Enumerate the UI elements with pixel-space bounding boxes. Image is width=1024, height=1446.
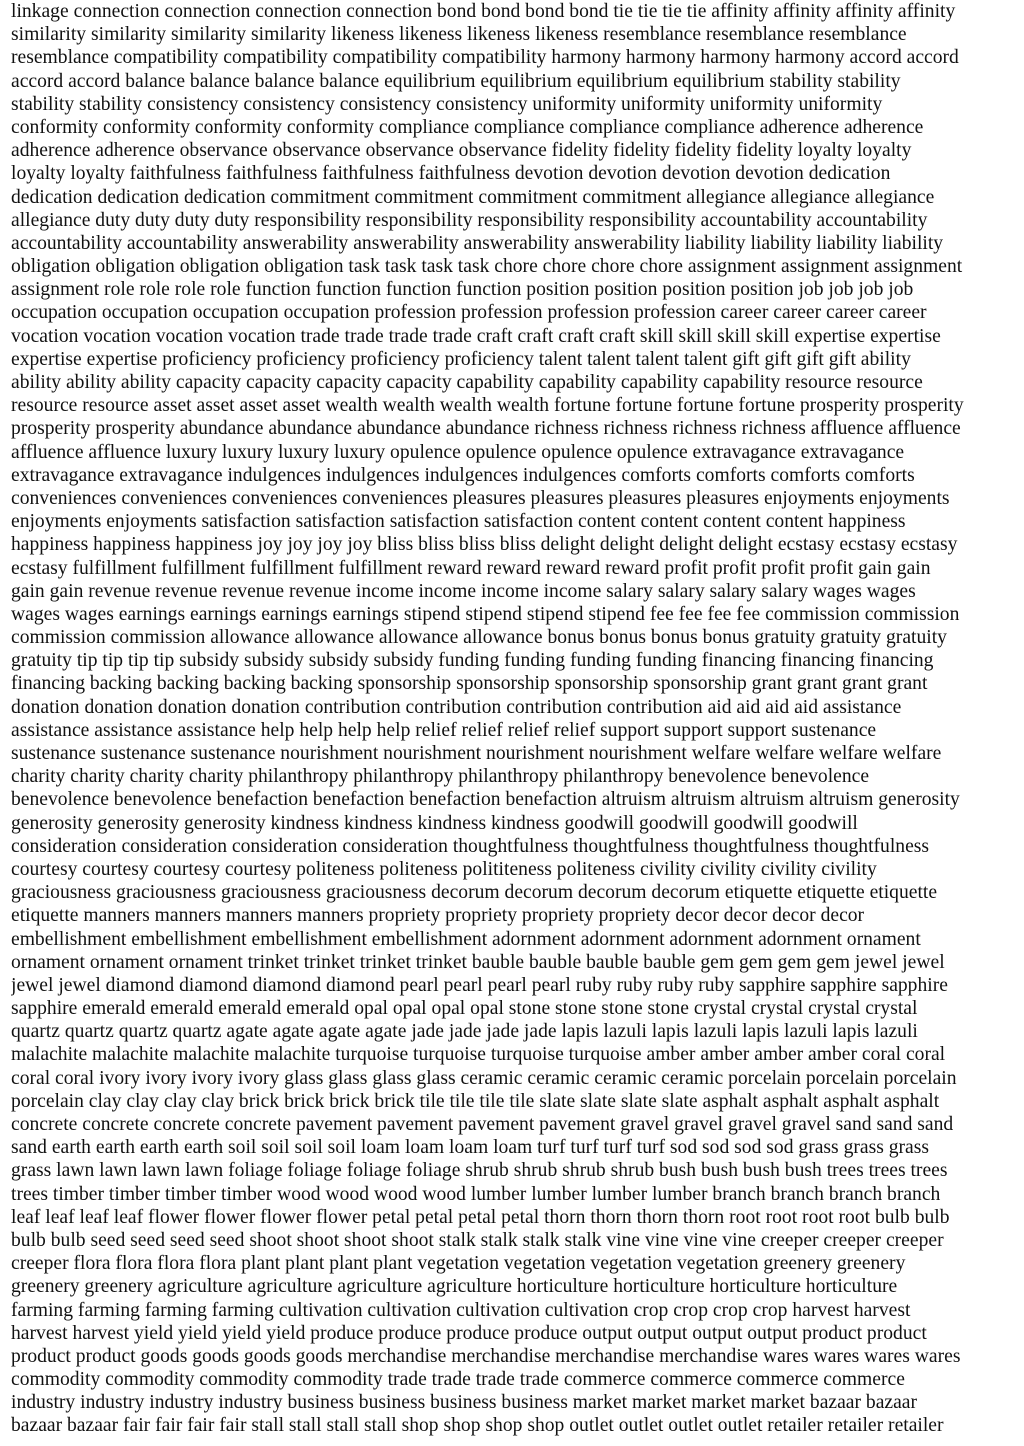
text-line: graciousness graciousness graciousness graciousness decorum decorum decorum decorum etiquette etiquette etiquette	[11, 882, 938, 904]
text-line: charity charity charity charity philanthropy philanthropy philanthropy philanthropy benevolence benevolence	[11, 766, 870, 788]
text-line: conformity conformity conformity conformity compliance compliance compliance compliance adherence adherence	[11, 116, 924, 138]
text-line: resemblance compatibility compatibility compatibility compatibility harmony harmony harmony harmony accord accord	[11, 47, 959, 69]
text-line: enjoyments enjoyments satisfaction satisfaction satisfaction satisfaction content content content content happiness	[11, 511, 906, 533]
text-line: gain gain revenue revenue revenue revenue income income income income salary salary salary salary wages wages	[11, 580, 916, 602]
text-line: jewel jewel diamond diamond diamond diamond pearl pearl pearl pearl ruby ruby ruby ruby sapphire sapphire sapphire	[11, 974, 948, 996]
text-line: accord accord balance balance balance balance equilibrium equilibrium equilibrium equilibrium stability stability	[11, 70, 901, 92]
text-line: conveniences conveniences conveniences conveniences pleasures pleasures pleasures pleasures enjoyments enjoyments	[11, 487, 950, 509]
text-line: bulb bulb seed seed seed seed shoot shoot shoot shoot stalk stalk stalk stalk vine vine vine vine creeper creeper creeper	[11, 1229, 944, 1251]
text-line: commodity commodity commodity commodity trade trade trade trade commerce commerce commerce commerce	[11, 1369, 905, 1391]
text-line: accountability accountability answerability answerability answerability answerability liability liability liability liability	[11, 232, 944, 254]
text-line: loyalty loyalty faithfulness faithfulness faithfulness faithfulness devotion devotion devotion devotion dedication	[11, 163, 891, 185]
text-line: ecstasy fulfillment fulfillment fulfillment fulfillment reward reward reward reward profit profit profit profit gain gain	[11, 557, 931, 579]
text-line: sapphire emerald emerald emerald emerald opal opal opal opal stone stone stone stone crystal crystal crystal crystal	[11, 998, 918, 1020]
text-line: commission commission allowance allowance allowance allowance bonus bonus bonus bonus gratuity gratuity gratuity	[11, 627, 947, 649]
text-line: embellishment embellishment embellishment embellishment adornment adornment adornment adornment ornament	[11, 928, 921, 950]
text-line: leaf leaf leaf leaf flower flower flower flower petal petal petal petal thorn thorn thorn thorn root root root root bulb bulb	[11, 1206, 950, 1228]
text-line: ability ability ability capacity capacity capacity capacity capability capability capability capability resource resource	[11, 372, 923, 393]
text-line: porcelain clay clay clay clay brick brick brick brick tile tile tile tile slate slate slate slate asphalt asphalt asphalt asphalt	[11, 1090, 940, 1112]
text-line: linkage connection connection connection connection bond bond bond bond tie tie tie tie affinity affinity affinity affinity	[11, 1, 956, 22]
text-line: etiquette manners manners manners manners propriety propriety propriety propriety decor decor decor decor	[11, 905, 865, 927]
text-line: assignment role role role role function function function function position position position position job job job job	[11, 279, 914, 301]
text-line: quartz quartz quartz quartz agate agate agate agate jade jade jade jade lapis lazuli lapis lazuli lapis lazuli lapis lazuli	[11, 1021, 918, 1043]
text-line: happiness happiness happiness joy joy joy joy bliss bliss bliss bliss delight delight delight delight ecstasy ecstasy ecstasy	[11, 534, 958, 556]
text-line: trees timber timber timber timber wood wood wood wood lumber lumber lumber lumber branch branch branch branch	[11, 1183, 941, 1205]
text-line: industry industry industry industry business business business business market market market market bazaar bazaar	[11, 1392, 918, 1414]
text-line: sustenance sustenance sustenance nourishment nourishment nourishment nourishment welfare welfare welfare welfare	[11, 743, 942, 764]
text-line: vocation vocation vocation vocation trade trade trade trade craft craft craft craft skill skill skill skill expertise expertise	[11, 325, 941, 347]
text-line: expertise expertise proficiency proficiency proficiency proficiency talent talent talent talent gift gift gift gift ability	[11, 348, 911, 370]
text-line: consideration consideration consideration consideration thoughtfulness thoughtfulness thoughtfulness thoughtfulness	[11, 835, 930, 857]
text-line: wages wages earnings earnings earnings earnings stipend stipend stipend stipend fee fee fee fee commission commission	[11, 603, 960, 625]
text-line: harvest harvest yield yield yield yield produce produce produce produce output output output output product product	[11, 1322, 927, 1344]
text-line: resource resource asset asset asset asset wealth wealth wealth wealth fortune fortune fortune fortune prosperity prosperity	[11, 395, 964, 417]
text-line: gratuity tip tip tip tip subsidy subsidy subsidy subsidy funding funding funding funding financing financing financing	[11, 650, 934, 672]
text-line: occupation occupation occupation occupation profession profession profession profession career career career career	[11, 302, 927, 324]
text-line: farming farming farming farming cultivation cultivation cultivation cultivation crop crop crop crop harvest harvest	[11, 1299, 911, 1321]
text-line: greenery greenery agriculture agriculture agriculture agriculture horticulture horticulture horticulture horticulture	[11, 1276, 898, 1298]
text-line: assistance assistance assistance help help help help relief relief relief relief support support support sustenance	[11, 719, 877, 741]
text-line: stability stability consistency consistency consistency consistency uniformity uniformity uniformity uniformity	[11, 93, 883, 115]
text-line: prosperity prosperity abundance abundance abundance abundance richness richness richness richness affluence affluence	[11, 418, 961, 440]
text-line: donation donation donation donation contribution contribution contribution contribution aid aid aid aid assistance	[11, 696, 902, 718]
text-line: obligation obligation obligation obligation task task task task chore chore chore chore assignment assignment assignment	[11, 256, 963, 278]
text-line: adherence adherence observance observance observance observance fidelity fidelity fidelity fidelity loyalty loyalty	[11, 140, 912, 162]
text-line: financing backing backing backing backing sponsorship sponsorship sponsorship sponsorship grant grant grant grant	[11, 673, 928, 695]
text-line: product product goods goods goods goods merchandise merchandise merchandise merchandise wares wares wares wares	[11, 1345, 961, 1367]
text-line: creeper flora flora flora flora plant plant plant plant vegetation vegetation vegetation vegetation greenery greenery	[11, 1253, 906, 1275]
text-line: bazaar bazaar fair fair fair fair stall stall stall stall shop shop shop shop outlet outlet outlet outlet retailer retailer retailer	[11, 1415, 944, 1437]
text-line: extravagance extravagance indulgences indulgences indulgences indulgences comforts comforts comforts comforts	[11, 464, 915, 486]
text-line: similarity similarity similarity similarity likeness likeness likeness likeness resemblance resemblance resemblance	[11, 24, 907, 46]
text-line: malachite malachite malachite malachite turquoise turquoise turquoise turquoise amber amber amber amber coral coral	[11, 1044, 946, 1066]
text-line: coral coral ivory ivory ivory ivory glass glass glass glass ceramic ceramic ceramic ceramic porcelain porcelain porcelain	[11, 1067, 957, 1089]
text-line: affluence affluence luxury luxury luxury luxury opulence opulence opulence opulence extravagance extravagance	[11, 441, 905, 463]
text-line: grass lawn lawn lawn lawn foliage foliage foliage foliage shrub shrub shrub shrub bush bush bush bush trees trees trees	[11, 1160, 948, 1182]
text-line: benevolence benevolence benefaction benefaction benefaction benefaction altruism altruism altruism altruism generosity	[11, 789, 960, 811]
text-line: allegiance duty duty duty duty responsibility responsibility responsibility responsibility accountability accountability	[11, 209, 928, 231]
text-line: courtesy courtesy courtesy courtesy politeness politeness polititeness politeness civility civility civility civility	[11, 858, 877, 880]
text-line: generosity generosity generosity kindness kindness kindness kindness goodwill goodwill goodwill goodwill	[11, 812, 858, 834]
text-line: ornament ornament ornament trinket trinket trinket trinket bauble bauble bauble bauble gem gem gem gem jewel jewel	[11, 951, 945, 973]
text-line: dedication dedication dedication commitment commitment commitment commitment allegiance allegiance allegiance	[11, 186, 935, 208]
text-line: sand earth earth earth earth soil soil soil soil loam loam loam loam turf turf turf turf sod sod sod sod grass grass grass	[11, 1137, 930, 1159]
text-line: concrete concrete concrete concrete pavement pavement pavement pavement gravel gravel gravel gravel sand sand sand	[11, 1114, 954, 1135]
